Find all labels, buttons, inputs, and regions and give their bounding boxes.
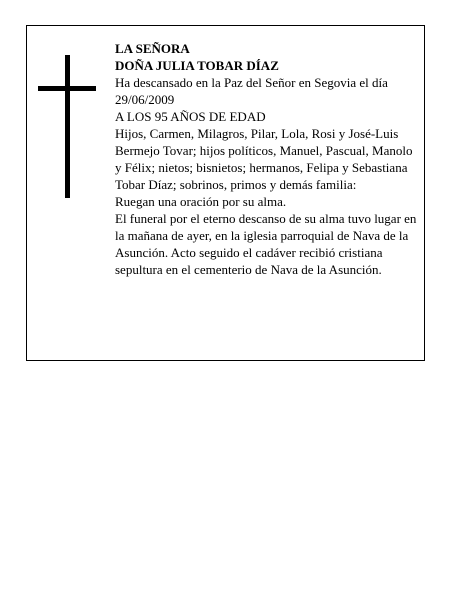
notice-text (115, 40, 417, 278)
prayer-request: Ruegan una oración por su alma. (115, 194, 287, 209)
notice-title: LA SEÑORA (115, 41, 190, 56)
cross-icon (38, 55, 96, 198)
family-list: Hijos, Carmen, Milagros, Pilar, Lola, Rosi y José-Luis Bermejo Tovar; hijos políticos, Manuel, Pascual, Manolo y Félix; nietos; bisnietos; hermanos, Felipa y Sebastiana Tobar Díaz; sobrinos, primos y demás familia: (115, 126, 413, 192)
cross-horizontal-bar (38, 86, 96, 91)
deceased-name: DOÑA JULIA TOBAR DÍAZ (115, 58, 279, 73)
cross-vertical-bar (65, 55, 70, 198)
age-line: A LOS 95 AÑOS DE EDAD (115, 109, 266, 124)
funeral-details: El funeral por el eterno descanso de su alma tuvo lugar en la mañana de ayer, en la iglesia parroquial de Nava de la Asunción. Acto seguido el cadáver recibió cristiana sepultura en el cementerio de Nava de la Asunción. (115, 211, 417, 277)
death-statement: Ha descansado en la Paz del Señor en Segovia el día 29/06/2009 (115, 75, 388, 107)
obituary-notice (26, 25, 425, 361)
